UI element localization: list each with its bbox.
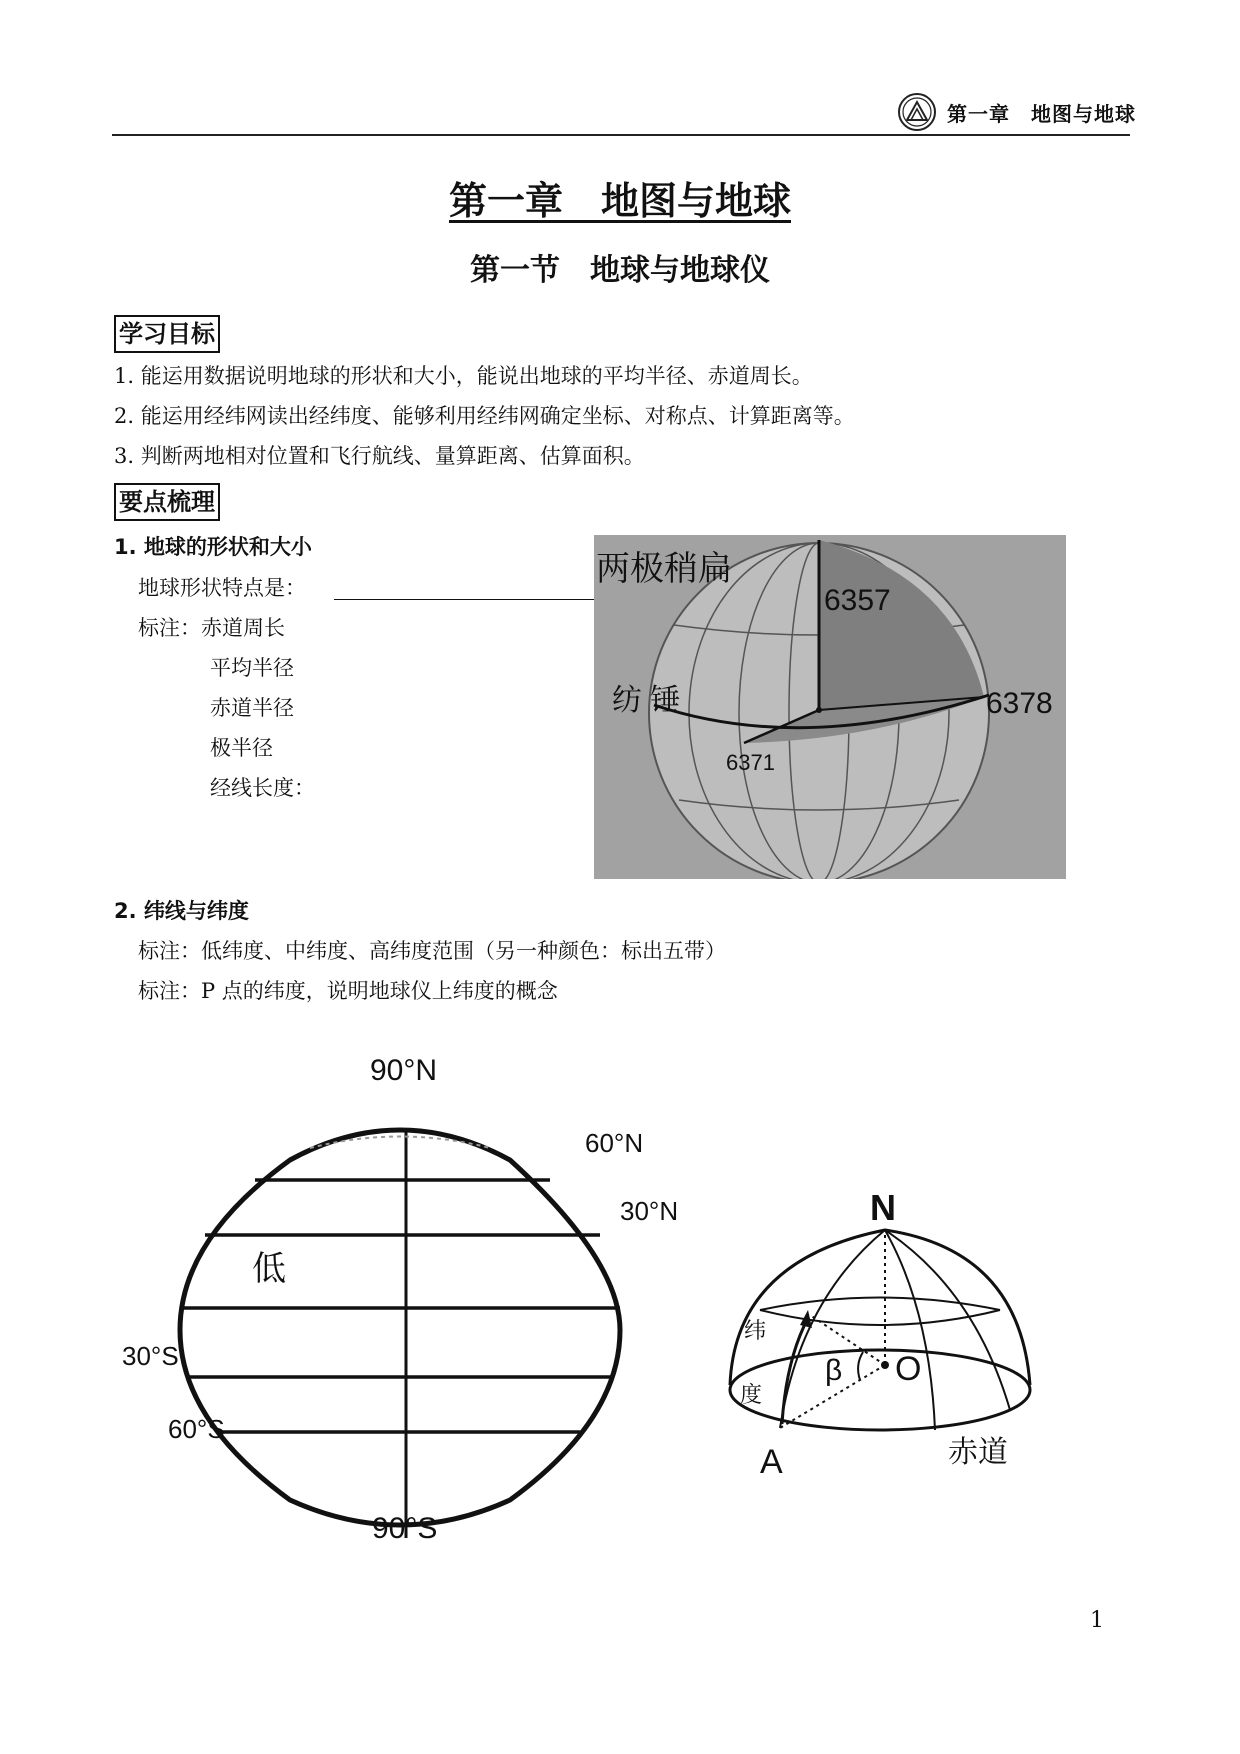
page-number: 1 [1090, 1608, 1104, 1633]
key-points-heading: 要点梳理 [114, 483, 220, 521]
running-header-title: 第一章 地图与地球 [947, 102, 1136, 126]
latitude-zones-diagram [100, 1040, 720, 1560]
objective-item-3: 3. 判断两地相对位置和飞行航线、量算距离、估算面积。 [114, 444, 645, 468]
section-1-title: 1. 地球的形状和大小 [114, 535, 312, 559]
annotate-item-equatorial-radius: 赤道半径 [210, 696, 294, 720]
answer-blank-line [334, 599, 596, 600]
label-90S: 90°S [372, 1512, 438, 1545]
annotate-label: 标注：赤道周长 [138, 616, 285, 640]
label-60S: 60°S [168, 1414, 225, 1444]
objective-item-1: 1. 能运用数据说明地球的形状和大小，能说出地球的平均半径、赤道周长。 [114, 364, 813, 388]
shape-prompt: 地球形状特点是： [138, 576, 306, 600]
handwriting-equatorial-radius: 6378 [986, 687, 1053, 720]
label-equator: 赤道 [948, 1436, 1008, 1469]
label-latitude-char-1: 纬 [744, 1318, 767, 1343]
handwriting-low-latitude: 低 [252, 1250, 286, 1288]
objectives-heading: 学习目标 [114, 315, 220, 353]
label-30S: 30°S [122, 1341, 179, 1371]
chapter-title-text: 第一章 地图与地球 [448, 179, 791, 223]
label-30N: 30°N [620, 1196, 679, 1226]
annotate-item-meridian-length: 经线长度： [210, 776, 315, 800]
annotate-item-mean-radius: 平均半径 [210, 656, 294, 680]
globe-annotated-photo [594, 535, 1066, 879]
label-angle-beta: β [825, 1354, 843, 1387]
section-title: 第一节 地球与地球仪 [470, 253, 770, 288]
label-latitude-char-2: 度 [740, 1382, 763, 1407]
section-2-line-2: 标注：P 点的纬度，说明地球仪上纬度的概念 [138, 979, 558, 1003]
handwriting-side: 纺 锤 [612, 684, 681, 717]
objective-item-2: 2. 能运用经纬网读出经纬度、能够利用经纬网确定坐标、对称点、计算距离等。 [114, 404, 855, 428]
chapter-title [0, 170, 1240, 225]
section-2-title: 2. 纬线与纬度 [114, 899, 249, 923]
label-90N: 90°N [370, 1054, 438, 1087]
globe-sketch [594, 535, 1066, 879]
annotate-item-polar-radius: 极半径 [210, 736, 273, 760]
handwriting-polar-radius: 6357 [824, 584, 891, 617]
handwriting-mean-radius: 6371 [726, 750, 775, 775]
label-north: N [870, 1190, 896, 1228]
label-point-a: A [760, 1443, 783, 1481]
section-2-line-1: 标注：低纬度、中纬度、高纬度范围（另一种颜色：标出五带） [138, 939, 726, 963]
publisher-logo-icon [897, 92, 937, 132]
label-center-o: O [895, 1350, 922, 1388]
handwriting-top: 两极稍扁 [596, 550, 732, 588]
header-rule [112, 134, 1130, 136]
latitude-concept-diagram [720, 1190, 1050, 1520]
label-60N: 60°N [585, 1128, 644, 1158]
